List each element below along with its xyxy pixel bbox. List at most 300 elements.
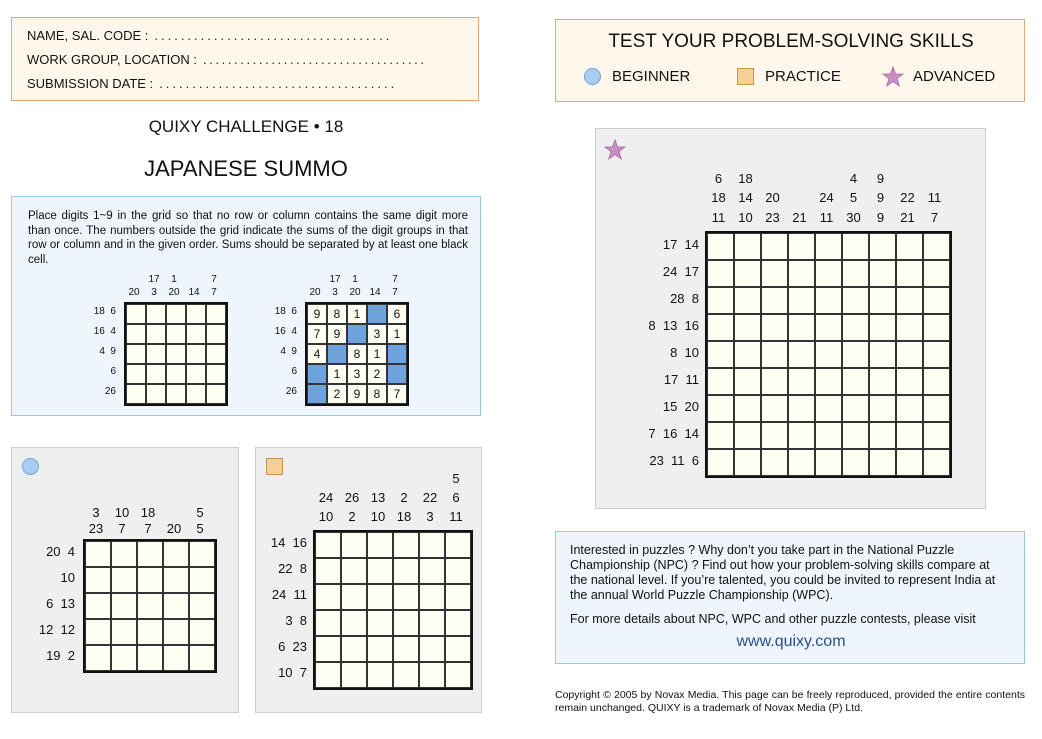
grid-cell: 9 [327,324,347,344]
grid-cell[interactable] [896,341,923,368]
grid-cell[interactable] [734,395,761,422]
puzzle-title: JAPANESE SUMMO [144,156,348,181]
column-clue: 1 [352,274,358,285]
column-clue: 18 [711,190,726,205]
grid-cell: 9 [347,384,367,404]
grid-cell: 4 [307,344,327,364]
grid-cell[interactable] [815,287,842,314]
column-clue: 17 [329,274,341,285]
grid-cell[interactable] [315,636,341,662]
column-clue: 14 [369,287,381,298]
grid-cell[interactable] [111,567,137,593]
row-clue: 17 14 [662,236,699,252]
grid-cell[interactable] [842,368,869,395]
column-clue: 7 [392,287,398,298]
column-clue: 10 [318,509,334,524]
grid-cell[interactable] [761,260,788,287]
row-clue: 17 11 [663,371,699,387]
column-clue: 2 [400,490,408,505]
grid-cell: 3 [347,364,367,384]
grid-cell[interactable] [707,287,734,314]
grid-cell[interactable] [815,260,842,287]
grid-cell[interactable] [896,287,923,314]
grid-cell[interactable] [842,341,869,368]
grid-cell[interactable] [166,364,186,384]
grid-cell[interactable] [126,384,146,404]
info-text: Interested in puzzles ? Why don’t you take part in the National Puzzle Championship (NPC) ? Find out how your problem-solving skills compare at the national level. If you’re talented, you could be invited to represent India at the annual World Puzzle Championship (WPC). [570,543,996,602]
date-label: SUBMISSION DATE : [27,76,154,91]
grid-cell[interactable] [146,384,166,404]
column-clue: 21 [792,209,807,225]
grid-cell: 1 [367,344,387,364]
grid-cell[interactable] [761,368,788,395]
row-clue: 6 [110,366,116,377]
copyright-text: Copyright © 2005 by Novax Media. This page can be freely reproduced, provided the entire contents remain unchanged. QUIXY is a trademark of Novax Media (P) Ltd. [555,689,1025,714]
grid-cell[interactable] [419,610,445,636]
grid-cell[interactable] [137,619,163,645]
challenge-title: QUIXY CHALLENGE • 18 [148,117,344,136]
name-field[interactable] [27,28,392,43]
grid-cell[interactable] [707,368,734,395]
grid-cell: 1 [387,324,407,344]
grid-cell[interactable] [896,395,923,422]
date-dots: .................................... [159,76,398,91]
row-clue: 8 10 [670,344,699,360]
row-clue: 24 17 [662,263,699,279]
grid-cell[interactable] [85,593,111,619]
row-clue: 14 16 [270,535,307,550]
grid-cell: 8 [327,304,347,324]
grid-cell[interactable] [923,233,950,260]
row-clue: 22 8 [278,561,307,576]
instructions-box [11,196,481,416]
grid-cell[interactable] [445,558,471,584]
column-clue: 11 [449,509,463,524]
column-clue: 11 [711,209,726,225]
grid-cell[interactable] [367,584,393,610]
grid-cell[interactable] [137,645,163,671]
row-clue: 6 23 [278,639,307,654]
grid-cell[interactable] [367,558,393,584]
grid-cell [307,384,327,404]
column-clue: 5 [849,190,858,205]
grid-cell[interactable] [315,610,341,636]
grid-cell[interactable] [137,541,163,567]
square-icon [266,458,283,475]
grid-cell[interactable] [869,449,896,476]
grid-cell[interactable] [896,422,923,449]
grid-cell[interactable] [341,636,367,662]
column-clue: 18 [738,170,753,186]
grid-cell[interactable] [419,662,445,688]
grid-cell[interactable] [186,384,206,404]
date-field[interactable] [27,76,397,91]
column-clue: 14 [188,287,200,298]
advanced-panel [595,128,986,509]
grid-cell[interactable] [315,662,341,688]
grid-cell[interactable] [815,395,842,422]
name-dots: .................................... [154,28,393,43]
grid-cell[interactable] [761,341,788,368]
grid-cell[interactable] [869,341,896,368]
grid-cell[interactable] [393,558,419,584]
column-clue: 9 [876,170,885,186]
row-clue: 12 12 [38,622,75,637]
grid-cell[interactable] [419,636,445,662]
advanced-star-icon [882,66,904,88]
grid-cell[interactable] [923,260,950,287]
column-clue: 6 [452,490,460,505]
grid-cell[interactable] [842,422,869,449]
example-grid [305,302,409,406]
grid-cell: 2 [327,384,347,404]
row-clue: 15 20 [662,398,699,414]
grid-cell[interactable] [186,344,206,364]
group-field[interactable] [27,52,427,67]
grid-cell[interactable] [815,314,842,341]
grid-cell[interactable] [815,449,842,476]
column-clue: 18 [140,505,156,520]
grid-cell[interactable] [393,532,419,558]
column-clue: 24 [819,190,834,205]
grid-cell[interactable] [137,593,163,619]
circle-icon [22,458,39,475]
grid-cell[interactable] [923,287,950,314]
grid-cell[interactable] [111,645,137,671]
grid-cell[interactable] [761,449,788,476]
website-link[interactable]: www.quixy.com [736,633,846,650]
column-clue: 20 [309,287,321,298]
grid-cell[interactable] [393,662,419,688]
grid-cell [327,344,347,364]
column-clue: 24 [318,490,334,505]
column-clue: 18 [396,509,412,524]
grid-cell[interactable] [186,364,206,384]
grid-cell[interactable] [923,314,950,341]
grid-cell[interactable] [189,567,215,593]
row-clue: 28 8 [670,290,699,306]
advanced-label: ADVANCED [913,68,996,85]
grid-cell[interactable] [146,324,166,344]
grid-cell[interactable] [896,368,923,395]
grid-cell[interactable] [788,422,815,449]
grid-cell[interactable] [419,558,445,584]
grid-cell[interactable] [146,364,166,384]
grid-cell[interactable] [186,324,206,344]
grid-cell[interactable] [341,662,367,688]
column-clue: 11 [927,190,942,205]
column-clue: 26 [344,490,360,505]
column-clue: 5 [196,521,204,536]
row-clue: 8 13 16 [648,317,699,333]
advanced-grid [705,231,952,478]
grid-cell[interactable] [707,341,734,368]
grid-cell[interactable] [85,541,111,567]
grid-cell[interactable] [869,422,896,449]
name-label: NAME, SAL. CODE : [27,28,149,43]
grid-cell[interactable] [734,368,761,395]
grid-cell[interactable] [707,233,734,260]
grid-cell[interactable] [923,341,950,368]
column-clue: 5 [452,471,460,486]
column-clue: 11 [819,209,834,225]
grid-cell[interactable] [842,395,869,422]
column-clue: 23 [765,209,780,225]
grid-cell[interactable] [869,395,896,422]
example-grid [124,302,228,406]
grid-cell[interactable] [761,287,788,314]
grid-cell[interactable] [126,344,146,364]
practice-square-icon [737,68,754,85]
column-clue: 2 [348,509,356,524]
grid-cell: 3 [367,324,387,344]
info-box [555,531,1025,664]
grid-cell[interactable] [734,449,761,476]
grid-cell[interactable] [393,584,419,610]
grid-cell[interactable] [734,260,761,287]
grid-cell[interactable] [166,304,186,324]
grid-cell[interactable] [788,395,815,422]
grid-cell[interactable] [315,558,341,584]
group-label: WORK GROUP, LOCATION : [27,52,197,67]
grid-cell[interactable] [923,422,950,449]
column-clue: 3 [426,509,434,524]
grid-cell[interactable] [419,584,445,610]
grid-cell[interactable] [788,341,815,368]
grid-cell[interactable] [923,368,950,395]
column-clue: 4 [849,170,858,186]
column-clue: 20 [166,521,182,536]
column-clue: 20 [765,190,780,205]
grid-cell[interactable] [126,304,146,324]
grid-cell[interactable] [126,324,146,344]
grid-cell[interactable] [869,314,896,341]
grid-cell[interactable] [734,287,761,314]
grid-cell[interactable] [315,584,341,610]
row-clue: 4 9 [280,346,297,357]
column-clue: 9 [876,209,885,225]
column-clue: 13 [370,490,386,505]
grid-cell[interactable] [707,395,734,422]
submission-form [11,17,479,101]
grid-cell[interactable] [315,532,341,558]
grid-cell[interactable] [163,567,189,593]
grid-cell[interactable] [445,584,471,610]
column-clue: 10 [738,209,753,225]
grid-cell[interactable] [341,558,367,584]
grid-cell[interactable] [896,260,923,287]
grid-cell [367,304,387,324]
grid-cell[interactable] [367,636,393,662]
grid-cell[interactable] [896,233,923,260]
column-clue: 7 [930,209,939,225]
column-clue: 7 [144,521,152,536]
grid-cell: 7 [387,384,407,404]
grid-cell[interactable] [761,314,788,341]
grid-cell[interactable] [923,449,950,476]
grid-cell[interactable] [85,619,111,645]
grid-cell[interactable] [367,532,393,558]
row-clue: 3 8 [285,613,307,628]
grid-cell[interactable] [788,449,815,476]
grid-cell[interactable] [146,344,166,364]
grid-cell: 8 [367,384,387,404]
grid-cell[interactable] [163,645,189,671]
grid-cell[interactable] [869,260,896,287]
grid-cell[interactable] [85,567,111,593]
grid-cell[interactable] [166,384,186,404]
grid-cell[interactable] [341,610,367,636]
grid-cell[interactable] [815,233,842,260]
column-clue: 7 [211,287,217,298]
grid-cell: 7 [307,324,327,344]
grid-cell[interactable] [923,395,950,422]
grid-cell[interactable] [85,645,111,671]
grid-cell[interactable] [734,422,761,449]
grid-cell[interactable] [815,422,842,449]
grid-cell[interactable] [734,314,761,341]
column-clue: 22 [900,190,915,205]
grid-cell: 1 [327,364,347,384]
group-dots: .................................... [202,52,427,67]
column-clue: 1 [171,274,177,285]
grid-cell[interactable] [393,636,419,662]
grid-cell[interactable] [788,314,815,341]
grid-cell[interactable] [189,541,215,567]
grid-cell[interactable] [111,619,137,645]
row-clue: 10 7 [278,665,307,680]
grid-cell[interactable] [761,233,788,260]
column-clue: 22 [422,490,438,505]
row-clue: 7 16 14 [648,425,699,441]
grid-cell[interactable] [163,541,189,567]
instructions-text: Place digits 1~9 in the grid so that no row or column contains the same digit more than once. The numbers outside the grid indicate the sums of the digit groups in that row or column and in the given order. Sums should be separated by at least one black cell. [28,210,468,266]
row-clue: 6 13 [46,596,75,611]
grid-cell[interactable] [842,233,869,260]
grid-cell[interactable] [761,422,788,449]
grid-cell [307,364,327,384]
grid-cell[interactable] [111,593,137,619]
grid-cell[interactable] [367,662,393,688]
skills-box [555,19,1025,102]
grid-cell: 9 [307,304,327,324]
row-clue: 26 [285,386,297,397]
row-clue: 18 6 [274,306,297,317]
column-clue: 6 [714,170,723,186]
grid-cell[interactable] [367,610,393,636]
grid-cell: 6 [387,304,407,324]
grid-cell[interactable] [842,287,869,314]
practice-panel [255,447,482,713]
grid-cell[interactable] [707,422,734,449]
column-clue: 30 [846,209,861,225]
row-clue: 26 [104,386,116,397]
row-clue: 23 11 6 [649,452,699,468]
grid-cell [347,324,367,344]
grid-cell[interactable] [761,395,788,422]
grid-cell[interactable] [189,619,215,645]
grid-cell[interactable] [445,610,471,636]
row-clue: 6 [291,366,297,377]
grid-cell[interactable] [788,368,815,395]
beginner-grid [83,539,217,673]
grid-cell[interactable] [842,314,869,341]
column-clue: 3 [151,287,157,298]
grid-cell[interactable] [869,287,896,314]
grid-cell[interactable] [788,287,815,314]
grid-cell: 2 [367,364,387,384]
grid-cell[interactable] [788,233,815,260]
grid-cell: 1 [347,304,367,324]
grid-cell[interactable] [146,304,166,324]
row-clue: 18 6 [93,306,116,317]
column-clue: 7 [392,274,398,285]
row-clue: 16 4 [274,326,297,337]
column-clue: 3 [332,287,338,298]
grid-cell[interactable] [163,593,189,619]
column-clue: 7 [211,274,217,285]
grid-cell[interactable] [186,304,206,324]
grid-cell[interactable] [815,368,842,395]
grid-cell[interactable] [445,532,471,558]
grid-cell[interactable] [166,344,186,364]
grid-cell[interactable] [163,619,189,645]
grid-cell[interactable] [842,449,869,476]
grid-cell[interactable] [166,324,186,344]
column-clue: 20 [128,287,140,298]
grid-cell[interactable] [126,364,146,384]
grid-cell[interactable] [445,662,471,688]
beginner-circle-icon [584,68,601,85]
column-clue: 7 [118,521,126,536]
grid-cell[interactable] [419,532,445,558]
star-icon [604,139,626,161]
grid-cell[interactable] [137,567,163,593]
grid-cell[interactable] [707,314,734,341]
grid-cell[interactable] [896,314,923,341]
column-clue: 17 [148,274,160,285]
column-clue: 9 [876,190,885,205]
grid-cell[interactable] [111,541,137,567]
grid-cell: 8 [347,344,367,364]
grid-cell[interactable] [707,260,734,287]
column-clue: 23 [88,521,104,536]
grid-cell[interactable] [393,610,419,636]
grid-cell[interactable] [869,233,896,260]
grid-cell[interactable] [788,260,815,287]
grid-cell[interactable] [189,645,215,671]
grid-cell[interactable] [341,532,367,558]
grid-cell[interactable] [707,449,734,476]
row-clue: 20 4 [46,544,75,559]
grid-cell[interactable] [815,341,842,368]
grid-cell [387,364,407,384]
grid-cell[interactable] [341,584,367,610]
grid-cell[interactable] [869,368,896,395]
grid-cell[interactable] [896,449,923,476]
grid-cell[interactable] [445,636,471,662]
grid-cell[interactable] [842,260,869,287]
row-clue: 4 9 [99,346,116,357]
column-clue: 20 [349,287,361,298]
beginner-panel [11,447,239,713]
grid-cell[interactable] [734,341,761,368]
grid-cell[interactable] [734,233,761,260]
grid-cell[interactable] [189,593,215,619]
beginner-label: BEGINNER [612,68,691,85]
column-clue: 21 [900,209,915,225]
practice-grid [313,530,473,690]
